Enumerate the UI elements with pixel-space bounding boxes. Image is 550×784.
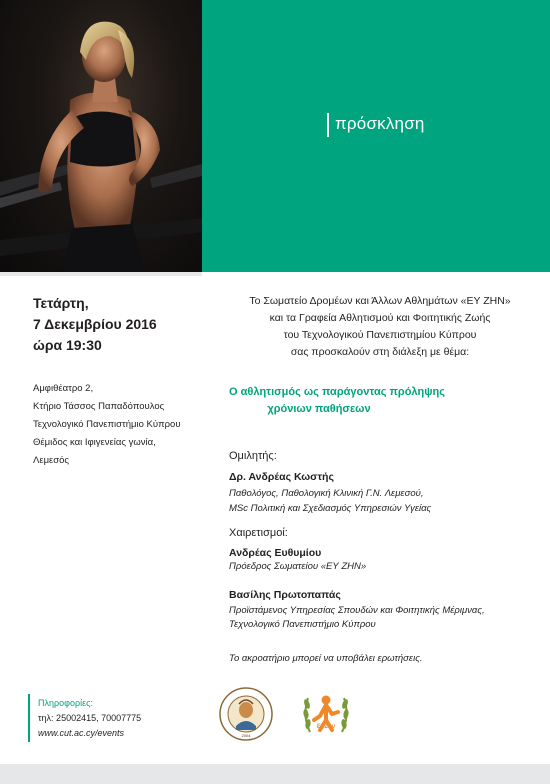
- club-laurel-logo: [300, 686, 352, 747]
- club-logo-text: ΕυΖην: [316, 724, 336, 730]
- topic-line: χρόνιων παθήσεων: [267, 403, 371, 415]
- runner-photo: [0, 0, 202, 272]
- intro-line: και τα Γραφεία Αθλητισμού και Φοιτητικής Ζωής: [269, 312, 491, 324]
- lecture-topic: [229, 384, 445, 418]
- info-label: Πληροφορίες:: [38, 698, 93, 708]
- svg-text:2004: 2004: [241, 733, 251, 738]
- speaker-name: Δρ. Ανδρέας Κωστής: [229, 471, 334, 483]
- speaker-role: Παθολόγος, Παθολογική Κλινική Γ.Ν. Λεμεσού,: [229, 488, 424, 499]
- footer-bar: [0, 764, 550, 784]
- event-date: 7 Δεκεμβρίου 2016: [33, 316, 157, 332]
- info-phone: τηλ: 25002415, 70007775: [38, 713, 142, 723]
- audience-questions-note: Το ακροατήριο μπορεί να υποβάλει ερωτήσεις.: [229, 653, 423, 664]
- venue-line: Κτήριο Τάσσος Παπαδόπουλος: [33, 401, 165, 412]
- event-time: ώρα 19:30: [33, 337, 102, 353]
- venue-line: Αμφιθέατρο 2,: [33, 383, 94, 394]
- invitation-intro: [220, 293, 540, 361]
- intro-line: του Τεχνολογικού Πανεπιστημίου Κύπρου: [283, 329, 477, 341]
- event-day: Τετάρτη,: [33, 295, 89, 311]
- contact-info: [38, 696, 141, 741]
- greetings-label: Χαιρετισμοί:: [229, 527, 288, 539]
- venue-line: Τεχνολογικό Πανεπιστήμιο Κύπρου: [33, 419, 181, 430]
- university-seal-logo: [218, 686, 274, 747]
- invitation-title: πρόσκληση: [335, 114, 425, 133]
- photo-bottom-strip: [0, 272, 202, 276]
- banner-divider: [327, 113, 329, 137]
- greeting-person-role: Προϊστάμενος Υπηρεσίας Σπουδών και Φοιτητικής Μέριμνας,: [229, 605, 485, 616]
- greeting-person-name: Βασίλης Πρωτοπαπάς: [229, 589, 341, 601]
- event-datetime: [33, 293, 157, 356]
- venue-line: Θέμιδος και Ιφιγενείας γωνία,: [33, 437, 156, 448]
- greeting-person-role: Πρόεδρος Σωματείου «ΕΥ ΖΗΝ»: [229, 561, 367, 572]
- greeting-person-name: Ανδρέας Ευθυμίου: [229, 547, 322, 559]
- speaker-label: Ομιλητής:: [229, 450, 277, 462]
- topic-line: Ο αθλητισμός ως παράγοντας πρόληψης: [229, 386, 445, 398]
- header-banner: [202, 0, 550, 272]
- info-url[interactable]: www.cut.ac.cy/events: [38, 728, 125, 738]
- intro-line: σας προσκαλούν στη διάλεξη με θέμα:: [290, 346, 470, 358]
- event-venue: [33, 380, 181, 470]
- venue-line: Λεμεσός: [33, 455, 70, 466]
- intro-line: Το Σωματείο Δρομέων και Άλλων Αθλημάτων «ΕΥ ΖΗΝ»: [249, 295, 511, 307]
- info-divider: [28, 694, 30, 742]
- greeting-person-role: Τεχνολογικό Πανεπιστήμιο Κύπρου: [229, 619, 376, 630]
- speaker-role: MSc Πολιτική και Σχεδιασμός Υπηρεσιών Υγείας: [229, 503, 432, 514]
- runner-illustration: [0, 0, 202, 272]
